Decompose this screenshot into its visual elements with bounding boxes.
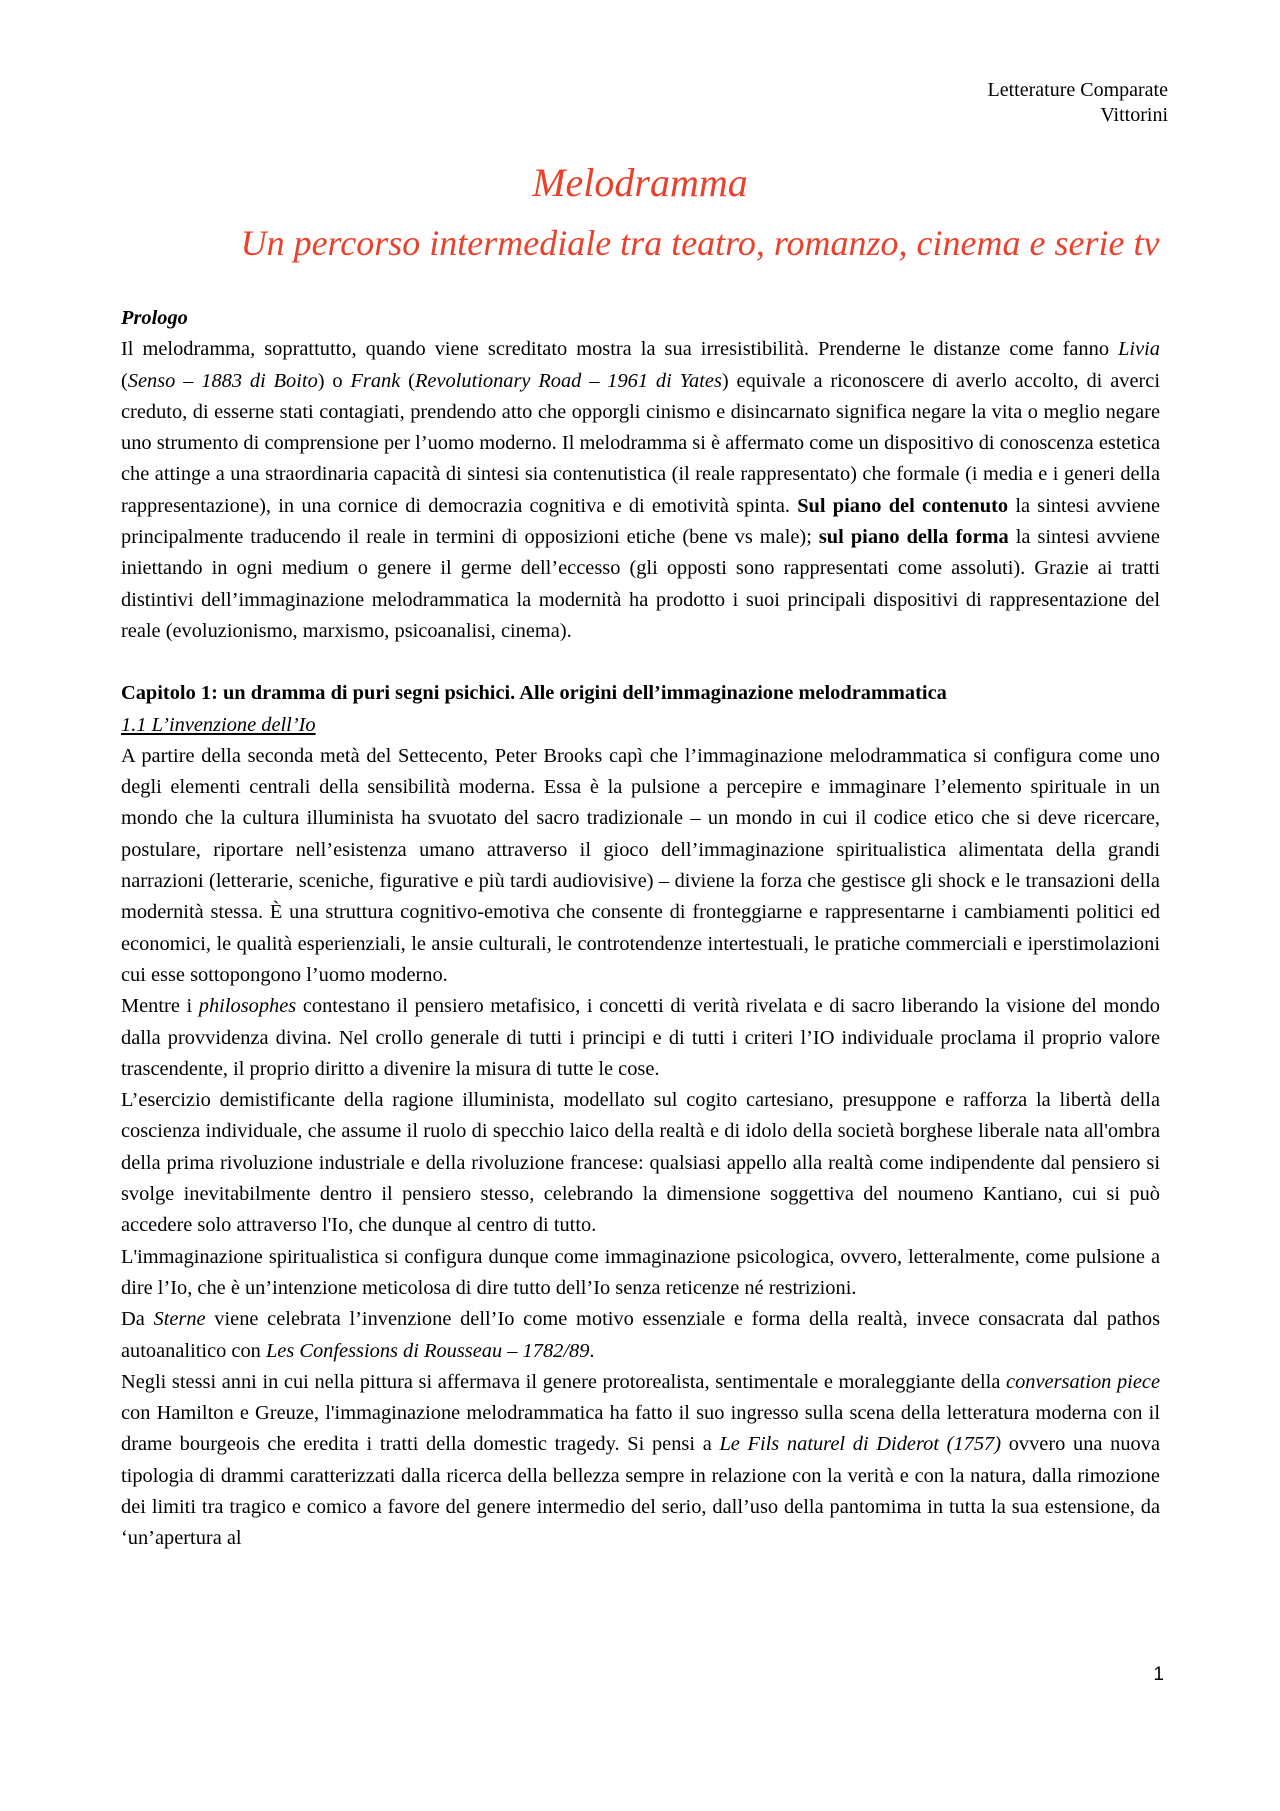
chapter-paragraph: L’esercizio demistificante della ragione illuminista, modellato sul cogito cartesiano, presuppone e rafforza la libertà della coscienza individuale, che assume il ruolo di specchio laico della realtà e di idolo della società borghese liberale nata all'ombra della prima rivoluzione industriale e della rivoluzione francese: qualsiasi appello alla realtà come indipendente dal pensiero si svolge inevitabilmente dentro il pensiero stesso, celebrando la dimensione soggettiva del noumeno Kantiano, cui si può accedere solo attraverso l'Io, che dunque al centro di tutto. (121, 1089, 1160, 1237)
course-name: Letterature Comparate (987, 79, 1168, 101)
chapter-heading: Capitolo 1: un dramma di puri segni psichici. Alle origini dell’immaginazione melodrammatica (121, 682, 947, 705)
section-gap (121, 647, 1160, 678)
document-body (121, 303, 1160, 1555)
prologue-heading: Prologo (121, 307, 188, 329)
section-subheading: 1.1 L’invenzione dell’Io (121, 713, 316, 736)
chapter-paragraph: L'immaginazione spiritualistica si configura dunque come immaginazione psicologica, ovvero, letteralmente, come pulsione a dire l’Io, che è un’intenzione meticolosa di dire tutto dell’Io senza reticenze né restrizioni. (121, 1245, 1160, 1299)
chapter-paragraph: Da Sterne viene celebrata l’invenzione dell’Io come motivo essenziale e forma della realtà, invece consacrata dal pathos autoanalitico con Les Confessions di Rousseau – 1782/89. (121, 1308, 1161, 1362)
prologue-paragraph: Il melodramma, soprattutto, quando viene screditato mostra la sua irresistibilità. Prenderne le distanze come fanno Livia (Senso – 1883 di Boito) o Frank (Revolutionary Road – 1961 di Yates) equivale a riconoscere di averlo accolto, di averci creduto, di esserne stati contagiati, prendendo atto che opporgli cinismo e disincarnato significa negare la vita o meglio negare uno strumento di comprensione per l’uomo moderno. Il melodramma si è affermato come un dispositivo di conoscenza estetica che attinge a una straordinaria capacità di sintesi sia contenutistica (il reale rappresentato) che formale (i media e i generi della rappresentazione), in una cornice di democrazia cognitiva e di emotività spinta. Sul piano del contenuto la sintesi avviene principalmente traducendo il reale in termini di opposizioni etiche (bene vs male); sul piano della forma la sintesi avviene iniettando in ogni medium o genere il germe dell’eccesso (gli opposti sono rappresentati come assoluti). Grazie ai tratti distintivi dell’immaginazione melodrammatica la modernità ha prodotto i suoi principali dispositivi di rappresentazione del reale (evoluzionismo, marxismo, psicoanalisi, cinema). (121, 338, 1160, 642)
chapter-paragraph: Negli stessi anni in cui nella pittura si affermava il genere protorealista, sentimentale e moraleggiante della conversation piece con Hamilton e Greuze, l'immaginazione melodrammatica ha fatto il suo ingresso sulla scena della letteratura moderna con il drame bourgeois che eredita i tratti della domestic tragedy. Si pensi a Le Fils naturel di Diderot (1757) ovvero una nuova tipologia di drammi caratterizzati dalla ricerca della bellezza sempre in relazione con la verità e con la natura, dalla rimozione dei limiti tra tragico e comico a favore del genere intermedio del serio, dall’uso della pantomima in tutta la sua estensione, da ‘un’apertura al (121, 1370, 1160, 1550)
chapter-paragraph: A partire della seconda metà del Settecento, Peter Brooks capì che l’immaginazione melodrammatica si configura come uno degli elementi centrali della sensibilità moderna. Essa è la pulsione a percepire e immaginare l’elemento spirituale in un mondo che la cultura illuminista ha svuotato del sacro tradizionale – un mondo in cui il codice etico che si deve ricercare, postulare, riportare nell’esistenza umano attraverso il gioco dell’immaginazione spiritualistica alimentata della grandi narrazioni (letterarie, sceniche, figurative e più tardi audiovisive) – diviene la forza che gestisce gli shock e le transazioni della modernità stessa. È una struttura cognitivo-emotiva che consente di fronteggiarne e rappresentarne i cambiamenti politici ed economici, le qualità esperienziali, le ansie culturali, le controtendenze intertestuali, le pratiche commerciali e iperstimolazioni cui esse sottopongono l’uomo moderno. (121, 744, 1160, 986)
running-header (988, 78, 1168, 128)
document-title: Melodramma (532, 160, 748, 205)
document-subtitle: Un percorso intermediale tra teatro, romanzo, cinema e serie tv (240, 223, 1160, 263)
chapter-paragraph: Mentre i philosophes contestano il pensiero metafisico, i concetti di verità rivelata e di sacro liberando la visione del mondo dalla provvidenza divina. Nel crollo generale di tutti i principi e di tutti i criteri l’IO individuale proclama il proprio valore trascendente, il proprio diritto a divenire la misura di tutte le cose. (121, 995, 1160, 1080)
page-number: 1 (1153, 1664, 1164, 1685)
author-name: Vittorini (1100, 104, 1168, 126)
